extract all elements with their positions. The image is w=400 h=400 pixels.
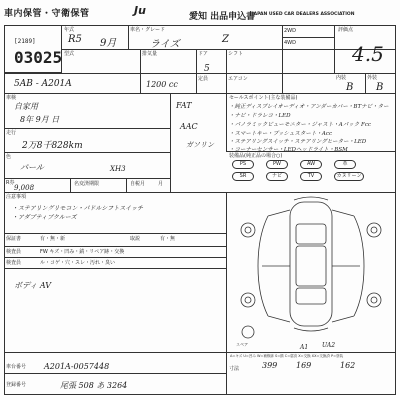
doors-value: 5 — [204, 64, 210, 74]
exterior-value: B — [376, 82, 384, 93]
wheel-front-left — [241, 223, 255, 237]
passengers-label: 定員 — [198, 76, 209, 82]
spare-label: スペア — [236, 342, 248, 347]
shift-value: FAT — [176, 101, 192, 110]
shift-label: シフト — [228, 51, 244, 57]
option-line: ・パノラミックビューモニター・ジャスト・Aパック Fcc — [229, 122, 371, 128]
ju-logo: Ju — [134, 4, 146, 17]
r-label: R券 — [6, 180, 15, 186]
displacement-label: 排気量 — [142, 51, 158, 57]
registration-value: 尾張 508 あ 3264 — [60, 381, 128, 390]
model-code-value: 5AB - A201A — [14, 79, 72, 89]
tax-month: 月 — [158, 181, 164, 187]
inspector-label: 検査員 — [6, 249, 22, 255]
wheel-front-right — [367, 223, 381, 237]
fuel-value: ガソリン — [186, 141, 214, 149]
score-label: 評価点 — [338, 27, 354, 33]
wheel-rear-left — [241, 293, 255, 307]
roof — [296, 246, 326, 286]
manual-label: 取説 — [130, 236, 141, 242]
score-value: 4.5 — [352, 42, 384, 66]
option-line: ・スマートキー・プッシュスタート・Acc — [229, 131, 333, 137]
color-code: XH3 — [110, 165, 126, 173]
interior-label: 内装 — [336, 75, 347, 81]
r-value: 9,008 — [14, 184, 35, 192]
equipment-title: 装備品(純正品の場合○) — [229, 153, 283, 159]
exterior-label: 外装 — [367, 75, 378, 81]
body-note: ボディ AV — [14, 281, 52, 290]
name-change-label: 名変済期限 — [74, 181, 100, 187]
grade-value: Z — [222, 34, 229, 45]
drive-4wd: 4WD — [284, 40, 296, 46]
option-line: ・純正ディスプレイオーディオ・アンダーカバー・BTナビ・ター — [229, 104, 389, 110]
doors-label: ドア — [198, 51, 208, 57]
warranty-status: 有・無・新 — [40, 236, 66, 242]
length-value: 399 — [262, 361, 278, 370]
options-title: セールスポイント(主な装備品) — [229, 95, 298, 101]
aw-icon: AW — [300, 160, 322, 169]
dimensions-label: 寸法 — [229, 366, 240, 372]
ac-label: エアコン — [228, 76, 248, 82]
vin-label: 車台番号 — [6, 364, 27, 370]
drive-2wd: 2WD — [284, 28, 296, 34]
association-english: JAPAN USED CAR DEALERS ASSOCIATION — [252, 12, 355, 17]
damage-legend: A=キズ U=凹み W=補修跡 S=錆 C=腐食 X=交換 XX=交換済 P=塗装 — [230, 354, 344, 358]
inspection-row1: FW キズ・凹み・錆・リペア跡・交換 — [40, 249, 125, 255]
option-line: ・ナビ・ドラレコ・LED — [229, 113, 291, 119]
inspection-label: 車検 — [6, 95, 17, 101]
manual-status: 有・無 — [160, 236, 176, 242]
car-damage-diagram — [228, 196, 394, 346]
rear-window — [296, 288, 326, 304]
option-line: ・コーナーセンサー・LEDヘッドライト・BSM — [229, 147, 348, 153]
diagram-note-a1: A1 — [300, 344, 309, 351]
mileage-value: 2万8千828km — [22, 141, 83, 151]
model-label: 車名・グレード — [130, 27, 166, 33]
tv-icon: TV — [300, 172, 322, 181]
association-title: 愛知 出品申込書 — [189, 12, 256, 22]
inspection-row2: ル・コゲ・穴・スレ・汚れ・臭い — [40, 260, 116, 266]
diagram-note-ua2: UA2 — [322, 342, 336, 349]
mileage-label: 走行 — [6, 130, 17, 136]
navi-icon: ナビ — [266, 172, 288, 181]
displacement-value: 1200 cc — [146, 80, 178, 89]
model-value: ライズ — [150, 39, 180, 50]
height-value: 162 — [340, 361, 356, 370]
interior-value: B — [346, 82, 354, 93]
tax-label: 自税月 — [130, 181, 146, 187]
spare-wheel — [242, 326, 254, 338]
width-value: 169 — [296, 361, 312, 370]
storage-label: 車内保管・守衛保管 — [4, 9, 90, 19]
year-value: R5 — [68, 34, 82, 45]
windshield — [296, 224, 326, 244]
leather-icon: 革 — [334, 160, 356, 169]
curtain-icon: カヌリーン — [334, 172, 364, 181]
ac-value: AAC — [180, 122, 198, 131]
notes-label: 注意事項 — [6, 194, 27, 200]
color-label: 色 — [6, 154, 12, 160]
registration-label: 登録番号 — [6, 382, 27, 388]
note-line: ・アダプティブクルーズ — [12, 214, 77, 221]
wheel-rear-right — [367, 293, 381, 307]
inspector-label-2: 検査員 — [6, 260, 22, 266]
lot-number: 03025 — [14, 48, 63, 67]
note-line: ・ステアリングリモコン・パドルシフトスイッチ — [12, 205, 143, 212]
pw-icon: PW — [266, 160, 288, 169]
inspection-value: 自家用 — [14, 102, 38, 111]
inspection-date: 8年 9月 日 — [20, 115, 60, 124]
month-value: 9月 — [100, 38, 117, 49]
warranty-label: 保証書 — [6, 236, 22, 242]
option-line: ・ステアリングスイッチ・ステアリングヒーター・LED — [229, 139, 367, 145]
sunroof-icon: SR — [232, 172, 254, 181]
vin-value: A201A-0057448 — [44, 362, 110, 371]
color-value: パール — [20, 163, 44, 172]
lot-small-number: [2189] — [14, 38, 36, 45]
model-code-label: 型式 — [64, 51, 75, 57]
ps-icon: PS — [232, 160, 254, 169]
year-label: 年式 — [64, 27, 75, 33]
